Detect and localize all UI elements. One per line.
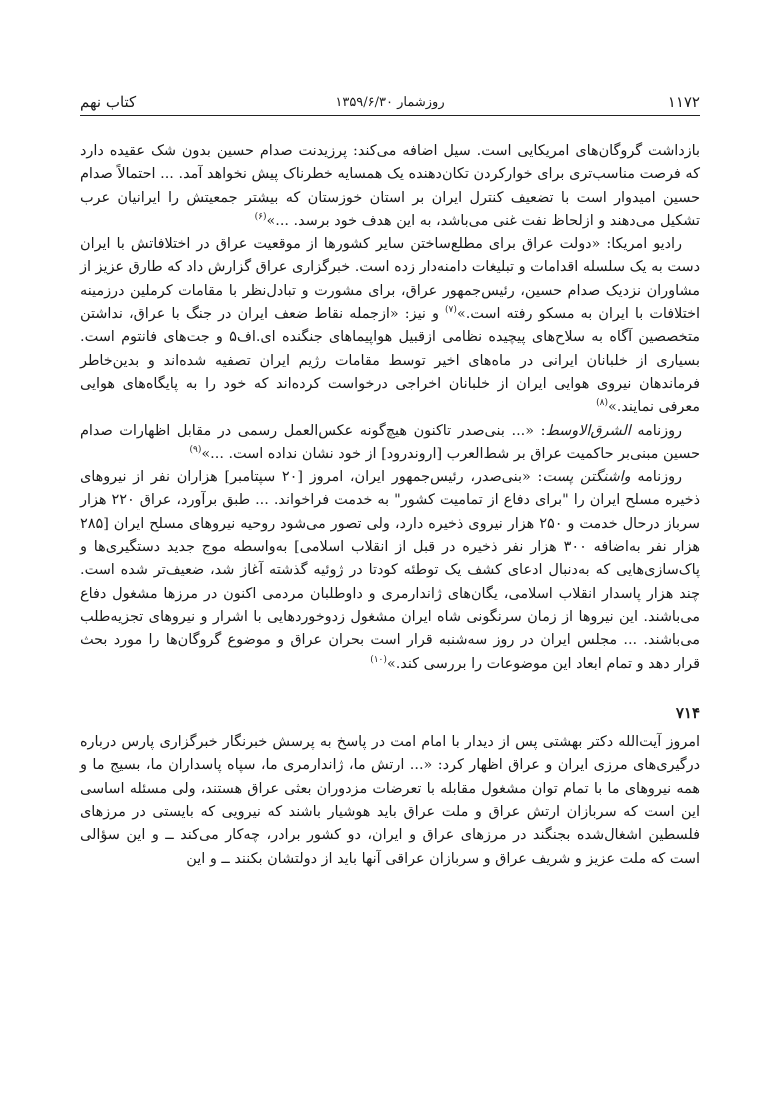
paragraph-3: روزنامه الشرق‌الاوسط: «... بنی‌صدر تاکنون هیچ‌گونه عکس‌العمل رسمی در مقابل اظهارات صدام حسین مبنی‌بر حاکمیت عراق بر شط‌العرب [اروندرود] از خود نشان نداده است. ...»$^{(۹)}$ [80, 422, 700, 462]
footnote-ref: (۶) [254, 212, 267, 223]
entry-paragraph: امروز آیت‌الله دکتر بهشتی پس از دیدار با امام امت در پاسخ به پرسش خبرنگار خبرگزاری پارس درباره درگیری‌های مرزی ایران و عراق اظهار کرد: «... ارتش ما، ژاندارمری ما، سپاه پاسداران ما، بسیج ما و همه نیروهای ما با تمام توان مشغول مقابله با تعرضات مزدوران بعثی عراق هستند، ولی مسئله اساسی این است که سربازان ارتش عراق و ملت عراق باید هوشیار باشند که نیرویی که بایستی در مرزهای فلسطین اشغال‌شده بجنگند در مرزهای عراق و ایران، دو کشور برادر، چه‌کار می‌کند ــ و این سؤالی است که ملت عزیز و شریف عراق و سربازان عراقی آنها باید از دولتشان بکنند ــ و این [80, 734, 700, 867]
page-header [80, 93, 700, 121]
newspaper-name: الشرق‌الاوسط [545, 422, 631, 439]
footnote-ref: (۱۰) [370, 654, 387, 665]
footnote-ref: (۸) [596, 398, 608, 409]
newspaper-name: واشنگتن پست [542, 469, 631, 486]
book-title: کتاب نهم [80, 93, 137, 111]
paragraph-2: رادیو امریکا: «دولت عراق برای مطلع‌ساختن سایر کشورها از موقعیت عراق در اختلافاتش با ایران دست به یک سلسله اقدامات و تبلیغات دامنه‌دار زده است. خبرگزاری عراق گزارش داد که طارق عزیز از مشاوران نزدیک صدام حسین، رئیس‌جمهور عراق، برای مشورت و تبادل‌نظر با مقامات کرملین درزمینه اختلافات با ایران به مسکو رفته است.»$^{(۷)}$ و نیز: «ازجمله نقاط ضعف ایران در جنگ با عراق، نداشتن متخصصین آگاه به سلاح‌های پیچیده نظامی ازقبیل هواپیماهای جنگنده ای.اف۵ و جت‌های فانتوم است. بسیاری از خلبانان ایرانی در ماه‌های اخیر توسط مقامات رژیم ایران تصفیه شده‌اند و بدین‌خاطر فرماندهان نیروی هوایی ایران از خلبانان اخراجی درخواست کرده‌اند که خود را به پایگاه‌های هوایی معرفی نمایند.»$^{(۸)}$ [80, 236, 700, 416]
page-number: ۱۱۷۲ [667, 93, 700, 111]
footnote-ref: (۹) [189, 445, 202, 456]
running-title: روزشمار ۱۳۵۹/۶/۳۰ [335, 95, 445, 110]
paragraph-1: بازداشت گروگان‌های امریکایی است. سیل اضافه می‌کند: پرزیدنت صدام حسین بدون شک عقیده دارد که فرصت مناسب‌تری برای خوارکردن تکان‌دهنده یک همسایه خطرناک پیش نخواهد آمد. ... احتمالاً صدام حسین امیدوار است با تضعیف کنترل ایران بر استان خوزستان که بیشتر جمعیتش را ایرانیان عرب تشکیل می‌دهند و ازلحاظ نفت غنی می‌باشد، به این هدف خود برسد. ...»$^{(۶)}$ [80, 143, 700, 229]
header-rule [80, 115, 700, 116]
page-body [80, 140, 700, 871]
entry-number: ۷۱۴ [675, 703, 700, 722]
paragraph-4: روزنامه واشنگتن پست: «بنی‌صدر، رئیس‌جمهور ایران، امروز [۲۰ سپتامبر] هزاران نفر از نیروهای ذخیره مسلح ایران را "برای دفاع از تمامیت کشور" به خدمت فراخواند. ... طبق برآورد، عراق ۲۲۰ هزار سرباز درحال خدمت و ۲۵۰ هزار نیروی ذخیره دارد، ولی تصور می‌شود روحیه نیروهای مسلح ایران [۲۸۵ هزار نفر به‌اضافه ۳۰۰ هزار نفر ذخیره در قبل از انقلاب اسلامی] به‌واسطه موج جدید دستگیری‌ها و پاک‌سازی‌هایی که به‌دنبال ادعای کشف یک توطئه کودتا در ژوئیه گذشته آغاز شد، ضعیف‌تر شده است. چند هزار پاسدار انقلاب اسلامی، یگان‌های ژاندارمری و داوطلبان مردمی اکنون در مرزها مشغول دفاع می‌باشند. این نیروها از زمان سرنگونی شاه ایران مشغول زدوخوردهایی با اشرار و نیروهای تجزیه‌طلب می‌باشند. ... مجلس ایران در روز سه‌شنبه قرار است بحران عراق و موضوع گروگان‌ها را مورد بحث قرار دهد و تمام ابعاد این موضوعات را بررسی کند.»$^{(۱۰)}$ [80, 469, 701, 672]
footnote-ref: (۷) [445, 305, 457, 316]
